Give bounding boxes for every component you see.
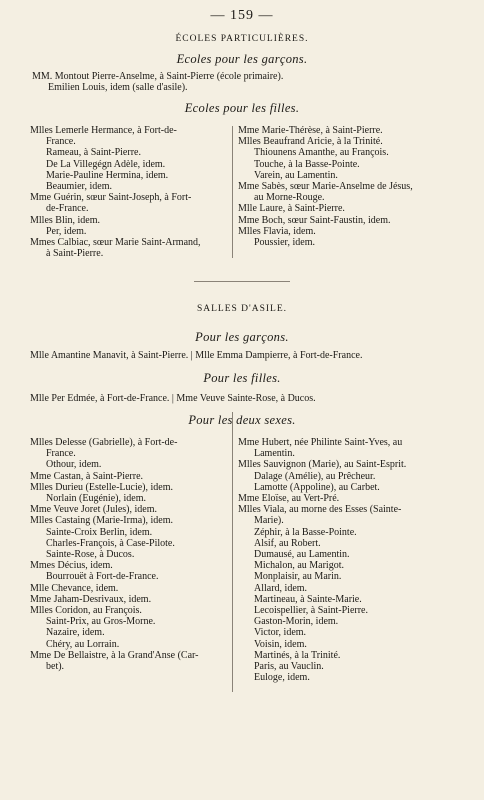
subheading-boys-schools: Ecoles pour les garçons. — [176, 52, 308, 66]
list-item: Mlles Beaufrand Aricie, à la Trinité. — [238, 136, 383, 148]
list-item: Saint-Prix, au Gros-Morne. — [46, 616, 156, 628]
boys-school-line-2: Emilien Louis, idem (salle d'asile). — [48, 82, 188, 93]
list-item: Lamotte (Appoline), au Carbet. — [254, 481, 380, 493]
list-item: France. — [46, 448, 76, 460]
list-item: Dumausé, au Lamentin. — [254, 549, 350, 561]
list-item: Michalon, au Marigot. — [254, 560, 344, 572]
girls-schools-left-column — [30, 125, 226, 259]
list-item: Gaston-Morin, idem. — [254, 616, 339, 628]
list-item: Marie-Pauline Hermina, idem. — [46, 169, 169, 181]
list-item: Lamentin. — [254, 448, 295, 460]
list-item: Mme Jaham-Desrivaux, idem. — [30, 593, 152, 605]
list-item: Chéry, au Lorrain. — [46, 638, 120, 650]
mixed-asylum-left-column — [30, 437, 226, 672]
list-item: Mlle Chevance, idem. — [30, 582, 119, 594]
subheading-girls-asylum: Pour les filles. — [203, 371, 281, 385]
list-item: Varein, au Lamentin. — [254, 169, 338, 181]
list-item: Allard, idem. — [254, 582, 308, 594]
boys-asylum-line: Mlle Amantine Manavit, à Saint-Pierre. | Mlle Emma Dampierre, à Fort-de-France. — [30, 350, 363, 361]
list-item: France. — [46, 136, 76, 148]
column-divider — [232, 412, 233, 692]
list-item: Mme Eloïse, au Vert-Pré. — [238, 493, 340, 505]
list-item: Nazaire, idem. — [46, 627, 105, 639]
mixed-asylum-right-column — [238, 437, 468, 683]
list-item: Alsif, au Robert. — [254, 537, 321, 549]
girls-asylum-line: Mlle Per Edmée, à Fort-de-France. | Mme Veuve Sainte-Rose, à Ducos. — [30, 393, 316, 404]
list-item: Sainte-Croix Berlin, idem. — [46, 526, 153, 538]
list-item: au Morne-Rouge. — [254, 192, 325, 204]
list-item: Mme Castan, à Saint-Pierre. — [30, 470, 144, 482]
list-item: Mlles Blin, idem. — [30, 214, 100, 226]
column-divider — [232, 126, 233, 258]
list-item: Mmes Calbiac, sœur Marie Saint-Armand, — [30, 237, 201, 249]
section-title-salles-asile: SALLES D'ASILE. — [196, 304, 288, 314]
list-item: Mlles Delesse (Gabrielle), à Fort-de- — [30, 437, 178, 448]
list-item: de-France. — [46, 203, 89, 215]
list-item: Marie). — [254, 515, 284, 527]
list-item: Mme Veuve Joret (Jules), idem. — [30, 504, 158, 516]
list-item: Mlles Castaing (Marie-Irma), idem. — [30, 515, 174, 527]
list-item: Charles-François, à Case-Pilote. — [46, 537, 175, 549]
list-item: Mlles Lemerle Hermance, à Fort-de- — [30, 125, 177, 136]
list-item: Mlles Durieu (Estelle-Lucie), idem. — [30, 481, 174, 493]
list-item: à Saint-Pierre. — [46, 248, 104, 260]
list-item: Norlain (Eugénie), idem. — [46, 493, 146, 505]
list-item: Othour, idem. — [46, 459, 102, 471]
boys-school-line-1: MM. Montout Pierre-Anselme, à Saint-Pierre (école primaire). — [32, 71, 284, 82]
list-item: Martinés, à la Trinité. — [254, 649, 341, 661]
list-item: Paris, au Vauclin. — [254, 661, 324, 673]
list-item: Mlles Sauvignon (Marie), au Saint-Esprit. — [238, 459, 407, 471]
list-item: Monplaisir, au Marin. — [254, 571, 342, 583]
list-item: Thiounens Amanthe, au François. — [254, 147, 389, 159]
list-item: Mme De Bellaistre, à la Grand'Anse (Car- — [30, 649, 199, 661]
list-item: Mlle Laure, à Saint-Pierre. — [238, 203, 345, 215]
subheading-boys-asylum: Pour les garçons. — [195, 330, 289, 344]
list-item: Mmes Décius, idem. — [30, 560, 113, 572]
list-item: De La Villegégn Adèle, idem. — [46, 158, 166, 170]
list-item: Mlles Coridon, au François. — [30, 605, 142, 617]
list-item: Mlles Flavia, idem. — [238, 225, 316, 237]
list-item: Mme Hubert, née Philinte Saint-Yves, au — [238, 437, 403, 448]
list-item: Bourrouët à Fort-de-France. — [46, 571, 159, 583]
section-separator — [194, 281, 290, 282]
list-item: Zéphir, à la Basse-Pointe. — [254, 526, 357, 538]
section-title-ecoles: ÉCOLES PARTICULIÈRES. — [175, 34, 309, 44]
list-item: Rameau, à Saint-Pierre. — [46, 147, 141, 159]
girls-schools-right-column — [238, 125, 468, 248]
list-item: Dalage (Amélie), au Prêcheur. — [254, 470, 376, 482]
list-item: Victor, idem. — [254, 627, 307, 639]
list-item: bet). — [46, 661, 65, 673]
list-item: Lecoispellier, à Saint-Pierre. — [254, 605, 368, 617]
list-item: Poussier, idem. — [254, 237, 315, 249]
list-item: Voisin, idem. — [254, 638, 307, 650]
list-item: Martineau, à Sainte-Marie. — [254, 593, 362, 605]
list-item: Per, idem. — [46, 225, 87, 237]
page-number: — 159 — — [210, 8, 274, 23]
list-item: Touche, à la Basse-Pointe. — [254, 158, 360, 170]
list-item: Mme Sabès, sœur Marie-Anselme de Jésus, — [238, 181, 413, 193]
list-item: Mlles Viala, au morne des Esses (Sainte- — [238, 504, 402, 516]
subheading-mixed-asylum: Pour les deux sexes. — [188, 413, 296, 427]
list-item: Mme Guérin, sœur Saint-Joseph, à Fort- — [30, 192, 192, 204]
subheading-girls-schools: Ecoles pour les filles. — [184, 101, 300, 115]
list-item: Sainte-Rose, à Ducos. — [46, 549, 135, 561]
list-item: Euloge, idem. — [254, 672, 310, 684]
list-item: Beaumier, idem. — [46, 181, 112, 193]
list-item: Mme Boch, sœur Saint-Faustin, idem. — [238, 214, 391, 226]
list-item: Mme Marie-Thérèse, à Saint-Pierre. — [238, 125, 383, 136]
